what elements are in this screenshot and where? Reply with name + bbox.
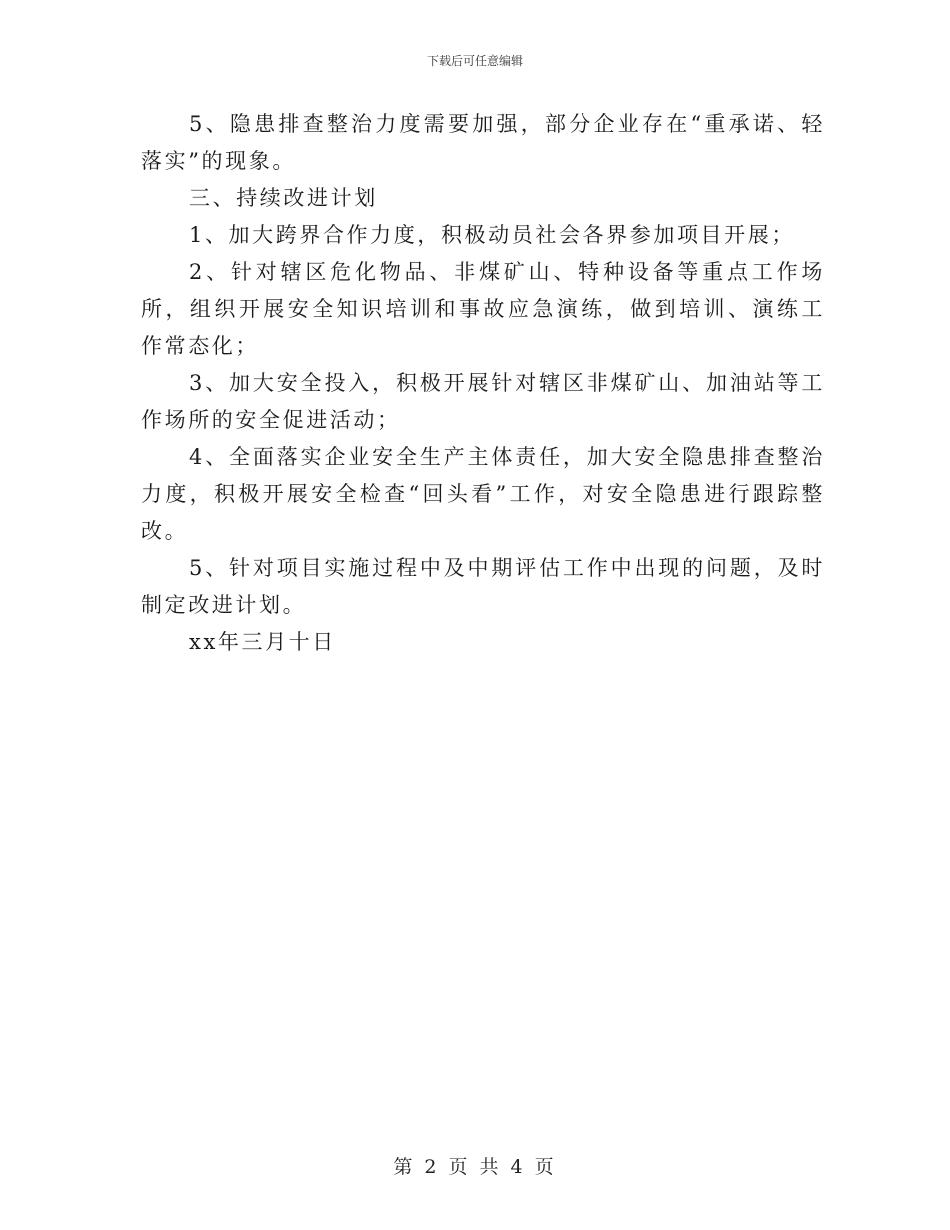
page-number: 第 2 页 共 4 页 <box>393 1156 557 1178</box>
document-date: xx年三月十日 <box>189 630 336 654</box>
section-heading-improvement-plan: 三、持续改进计划 <box>189 186 378 210</box>
issue-item-5: 5、隐患排查整治力度需要加强，部分企业存在“重承诺、轻落实”的现象。 <box>141 112 825 173</box>
plan-item-2: 2、针对辖区危化物品、非煤矿山、特种设备等重点工作场所，组织开展安全知识培训和事故应急演练，做到培训、演练工作常态化； <box>141 260 825 358</box>
plan-item-1: 1、加大跨界合作力度，积极动员社会各界参加项目开展； <box>189 223 795 247</box>
page-header: 下载后可任意编辑 <box>426 54 523 68</box>
plan-item-5: 5、针对项目实施过程中及中期评估工作中出现的问题，及时制定改进计划。 <box>141 556 825 617</box>
plan-item-3: 3、加大安全投入，积极开展针对辖区非煤矿山、加油站等工作场所的安全促进活动； <box>141 371 825 432</box>
plan-item-4: 4、全面落实企业安全生产主体责任，加大安全隐患排查整治力度，积极开展安全检查“回头看”工作，对安全隐患进行跟踪整改。 <box>141 445 825 543</box>
document-body <box>141 106 825 661</box>
